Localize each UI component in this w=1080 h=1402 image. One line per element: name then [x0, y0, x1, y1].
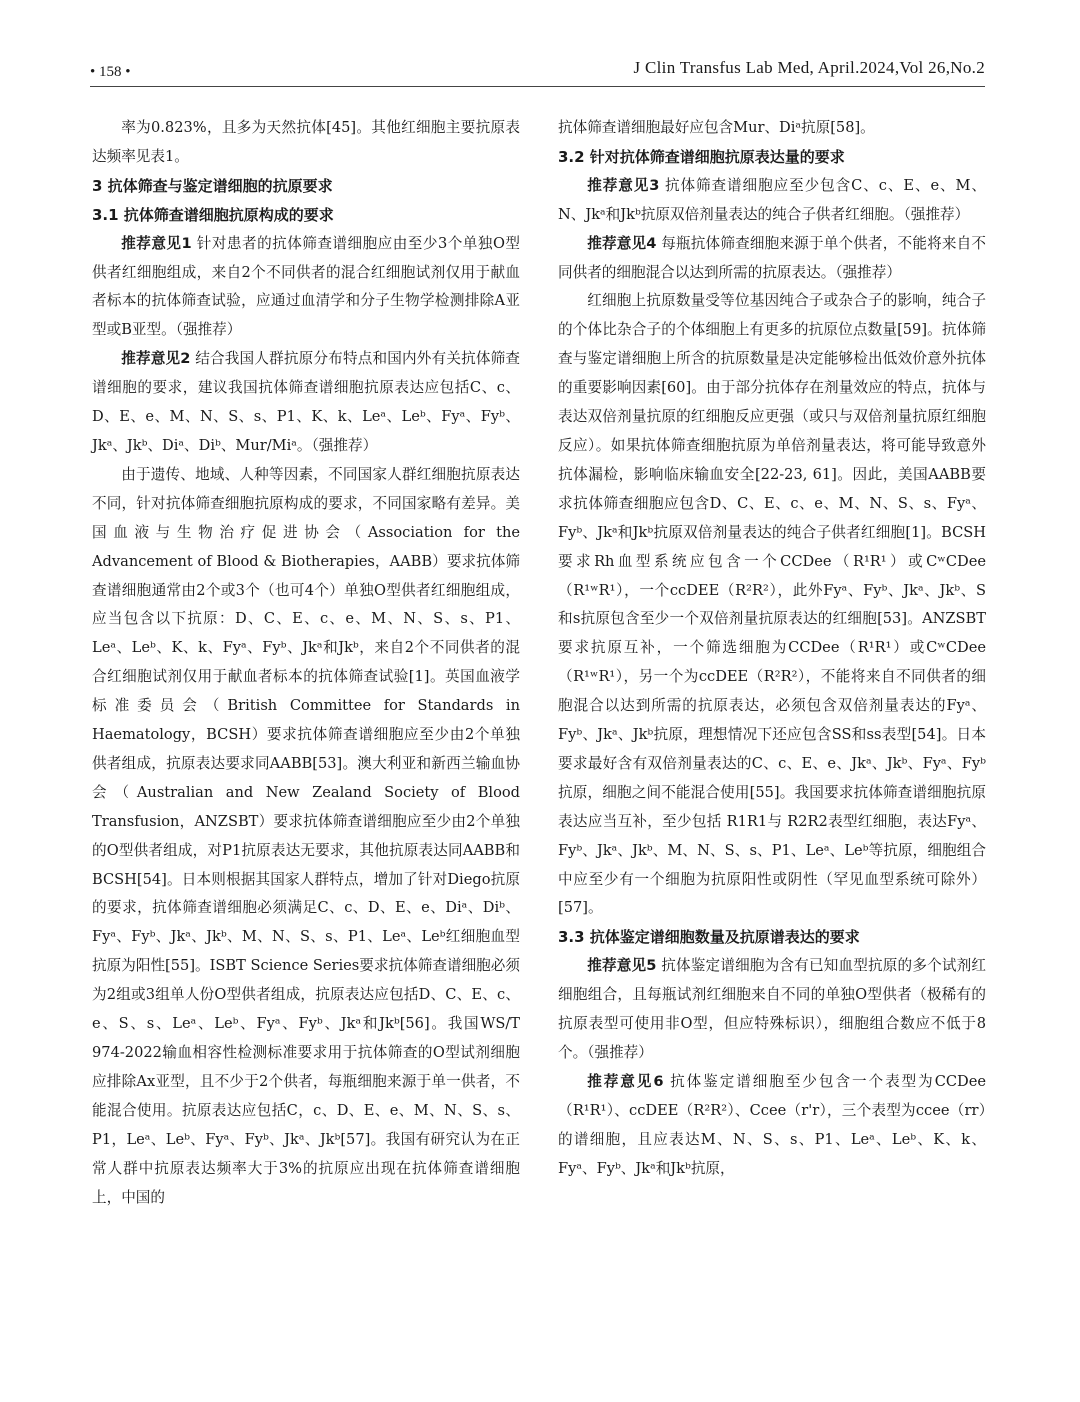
subsection-heading: 3.3 抗体鉴定谱细胞数量及抗原谱表达的要求 [558, 928, 860, 947]
subsection-heading: 3.2 针对抗体筛查谱细胞抗原表达量的要求 [558, 147, 845, 166]
body-paragraph: 红细胞上抗原数量受等位基因纯合子或杂合子的影响，纯合子的个体比杂合子的个体细胞上有更多的抗原位点数量[59]。抗体筛查与鉴定谱细胞上所含的抗原数量是决定能够检出低效价意外抗体的重要影响因素[60]。由于部分抗体存在剂量效应的特点，抗体与表达双倍剂量抗原的红细胞反应更强（或只与双倍剂量抗原红细胞反应）。如果抗体筛查细胞抗原为单倍剂量表达，将可能导致意外抗体漏检，影响临床输血安全[22-23, 61]。因此，美国AABB要求抗体筛查细胞应包含D、C、E、c、e、M、N、S、s、Fyᵃ、Fyᵇ、Jkᵃ和Jkᵇ抗原双倍剂量表达的纯合子供者红细胞[1]。BCSH要求Rh血型系统应包含一个CCDee（R¹R¹）或CʷCDee（R¹ʷR¹），一个ccDEE（R²R²），此外Fyᵃ、Fyᵇ、Jkᵃ、Jkᵇ、S和s抗原包含至少一个双倍剂量抗原表达的红细胞[53]。ANZSBT要求抗原互补，一个筛选细胞为CCDee（R¹R¹）或CʷCDee（R¹ʷR¹），另一个为ccDEE（R²R²），不能将来自不同供者的细胞混合以达到所需的抗原表达，必须包含双倍剂量表达的Fyᵃ、Fyᵇ、Jkᵃ、Jkᵇ抗原，理想情况下还应包含SS和ss表型[54]。日本要求最好含有双倍剂量表达的C、c、E、e、Jkᵃ、Jkᵇ、Fyᵃ、Fyᵇ抗原，细胞之间不能混合使用[55]。我国要求抗体筛查谱细胞抗原表达应当互补，至少包括 R1R1与 R2R2表型红细胞，表达Fyᵃ、Fyᵇ、Jkᵃ、Jkᵇ、M、N、S、s、P1、Leᵃ、Leᵇ等抗原，细胞组合中应至少有一个细胞为抗原阳性或阴性（罕见血型系统可除外）[57]。 [558, 292, 986, 917]
recommendation-paragraph [558, 1068, 986, 1184]
recommendation-paragraph [92, 230, 520, 346]
recommendation-text: 抗体鉴定谱细胞为含有已知血型抗原的多个试剂红细胞组合，且每瓶试剂红细胞来自不同的单独O型供者（极稀有的抗原表型可使用非O型，但应特殊标识），细胞组合数应不低于8个。（强推荐） [558, 957, 986, 1061]
section-heading: 3 抗体筛查与鉴定谱细胞的抗原要求 [92, 176, 333, 195]
subsection-heading: 3.1 抗体筛查谱细胞抗原构成的要求 [92, 205, 334, 224]
recommendation-text: 针对患者的抗体筛查谱细胞应由至少3个单独O型供者红细胞组成，来自2个不同供者的混合红细胞试剂仅用于献血者标本的抗体筛查试验，应通过血清学和分子生物学检测排除A亚型或B亚型。（强推荐） [92, 234, 520, 339]
recommendation-label: 推荐意见2 [121, 350, 191, 368]
recommendation-label: 推荐意见1 [121, 234, 192, 252]
body-paragraph: 由于遗传、地域、人种等因素，不同国家人群红细胞抗原表达不同，针对抗体筛查细胞抗原构成的要求，不同国家略有差异。美国血液与生物治疗促进协会（Association for the Advancement of Blood & Biotherapies，AABB）要求抗体筛查谱细胞通常由2个或3个（也可4个）单独O型供者红细胞组成，应当包含以下抗原：D、C、E、c、e、M、N、S、s、P1、Leᵃ、Leᵇ、K、k、Fyᵃ、Fyᵇ、Jkᵃ和Jkᵇ，来自2个不同供者的混合红细胞试剂仅用于献血者标本的抗体筛查试验[1]。英国血液学标准委员会（British Committee for Standards in Haematology，BCSH）要求抗体筛查谱细胞应至少由2个单独供者组成，抗原表达要求同AABB[53]。澳大利亚和新西兰输血协会（Australian and New Zealand Society of Blood Transfusion，ANZSBT）要求抗体筛查谱细胞应至少由2个单独的O型供者组成，对P1抗原表达无要求，其他抗原表达同AABB和BCSH[54]。日本则根据其国家人群特点，增加了针对Diego抗原的要求，抗体筛查谱细胞必须满足C、c、D、E、e、Diᵃ、Diᵇ、Fyᵃ、Fyᵇ、Jkᵃ、Jkᵇ、M、N、S、s、P1、Leᵃ、Leᵇ红细胞血型抗原为阳性[55]。ISBT Science Series要求抗体筛查谱细胞必须为2组或3组单人份O型供者组成，抗原表达应包括D、C、E、c、e、S、s、Leᵃ、Leᵇ、Fyᵃ、Fyᵇ、Jkᵃ和Jkᵇ[56]。我国WS/T 974-2022输血相容性检测标准要求用于抗体筛查的O型试剂细胞应排除Ax亚型，且不少于2个供者，每瓶细胞来源于单一供者，不能混合使用。抗原表达应包括C，c、D、E、e、M、N、S、s、P1，Leᵃ、Leᵇ、Fyᵃ、Fyᵇ、Jkᵃ、Jkᵇ[57]。我国有研究认为在正常人群中抗原表达频率大于3%的抗原应出现在抗体筛查谱细胞上，中国的 [92, 465, 520, 1206]
recommendation-label: 推荐意见5 [587, 957, 657, 975]
recommendation-paragraph [558, 230, 986, 288]
running-header [90, 58, 985, 87]
body-paragraph: 率为0.823%，且多为天然抗体[45]。其他红细胞主要抗原表达频率见表1。 [92, 119, 520, 165]
page-number: • 158 • [90, 64, 131, 80]
recommendation-label: 推荐意见6 [587, 1072, 664, 1090]
recommendation-label: 推荐意见4 [587, 234, 657, 252]
recommendation-paragraph [558, 172, 986, 230]
journal-citation: J Clin Transfus Lab Med, April.2024,Vol 26,No.2 [633, 58, 985, 77]
recommendation-label: 推荐意见3 [587, 176, 660, 194]
body-paragraph: 抗体筛查谱细胞最好应包含Mur、Diᵃ抗原[58]。 [558, 119, 875, 136]
recommendation-text: 抗体鉴定谱细胞至少包含一个表型为CCDee（R¹R¹）、ccDEE（R²R²）、Ccee（r'r），三个表型为ccee（rr）的谱细胞，且应表达M、N、S、s、P1、Leᵃ、Leᵇ、K、k、Fyᵃ、Fyᵇ、Jkᵃ和Jkᵇ抗原， [558, 1072, 987, 1177]
right-column [558, 114, 986, 1184]
recommendation-text: 抗体筛查谱细胞应至少包含C、c、E、e、M、N、Jkᵃ和Jkᵇ抗原双倍剂量表达的纯合子供者红细胞。（强推荐） [558, 176, 986, 223]
recommendation-text: 结合我国人群抗原分布特点和国内外有关抗体筛查谱细胞的要求，建议我国抗体筛查谱细胞抗原表达应包括C、c、D、E、e、M、N、S、s、P1、K、k、Leᵃ、Leᵇ、Fyᵃ、Fyᵇ、Jkᵃ、Jkᵇ、Diᵃ、Diᵇ、Mur/Miᵃ。（强推荐） [92, 350, 520, 454]
recommendation-paragraph [92, 345, 520, 461]
recommendation-paragraph [558, 952, 986, 1068]
recommendation-text: 每瓶抗体筛查细胞来源于单个供者，不能将来自不同供者的细胞混合以达到所需的抗原表达。（强推荐） [558, 234, 986, 281]
left-column [92, 114, 520, 1212]
